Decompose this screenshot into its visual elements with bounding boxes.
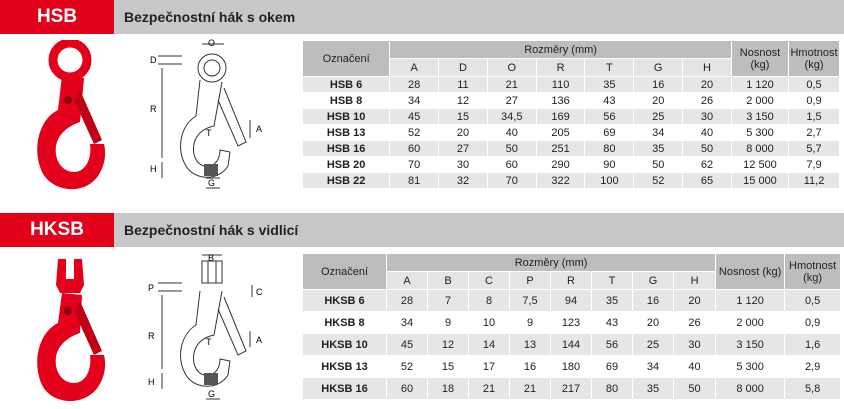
dimension-value: 35 bbox=[634, 141, 683, 157]
dimension-header-r: R bbox=[551, 272, 592, 290]
table-row bbox=[303, 290, 841, 312]
dimension-value: 27 bbox=[439, 141, 488, 157]
dimension-value: 52 bbox=[387, 356, 428, 378]
dimension-value: 35 bbox=[592, 290, 633, 312]
dimension-value: 20 bbox=[633, 312, 674, 334]
dimension-value: 12 bbox=[428, 334, 469, 356]
dimension-value: 21 bbox=[487, 77, 536, 93]
weight-value: 7,9 bbox=[789, 157, 840, 173]
dimension-value: 45 bbox=[390, 109, 439, 125]
dim-label-t: T bbox=[206, 337, 212, 347]
dimension-value: 62 bbox=[683, 157, 732, 173]
dim-label-o: O bbox=[208, 38, 216, 48]
technical-drawing-hksb bbox=[142, 251, 282, 409]
column-header-weight: Hmotnost (kg) bbox=[785, 254, 841, 290]
dimension-value: 35 bbox=[585, 77, 634, 93]
dimension-value: 50 bbox=[674, 378, 716, 400]
section-title: Bezpečnostní hák s vidlicí bbox=[124, 222, 299, 238]
load-value: 5 300 bbox=[731, 125, 788, 141]
dimension-value: 43 bbox=[592, 312, 633, 334]
column-header-dimensions: Rozměry (mm) bbox=[387, 254, 716, 272]
dimension-value: 123 bbox=[551, 312, 592, 334]
dimension-value: 45 bbox=[387, 334, 428, 356]
product-badge: HSB bbox=[0, 0, 114, 34]
dim-label-a: A bbox=[256, 124, 263, 134]
load-value: 3 150 bbox=[731, 109, 788, 125]
weight-value: 0,9 bbox=[785, 312, 841, 334]
dimension-value: 34 bbox=[633, 356, 674, 378]
dimension-header-b: B bbox=[428, 272, 469, 290]
dimension-value: 290 bbox=[536, 157, 585, 173]
dimension-value: 8 bbox=[469, 290, 510, 312]
dim-label-c: C bbox=[256, 287, 263, 297]
weight-value: 2,9 bbox=[785, 356, 841, 378]
product-code: HKSB 13 bbox=[303, 356, 387, 378]
dimension-value: 60 bbox=[390, 141, 439, 157]
section-hksb bbox=[0, 213, 844, 409]
dimension-value: 9 bbox=[428, 312, 469, 334]
dimension-header-r: R bbox=[536, 59, 585, 77]
weight-value: 5,7 bbox=[789, 141, 840, 157]
dimension-value: 16 bbox=[634, 77, 683, 93]
dimension-value: 32 bbox=[439, 173, 488, 189]
dimension-value: 80 bbox=[592, 378, 633, 400]
dimension-value: 180 bbox=[551, 356, 592, 378]
dimension-value: 90 bbox=[585, 157, 634, 173]
table-row bbox=[303, 141, 840, 157]
table-row bbox=[303, 173, 840, 189]
dimension-header-t: T bbox=[592, 272, 633, 290]
safety-hook-clevis-icon bbox=[28, 255, 110, 409]
dimension-value: 50 bbox=[487, 141, 536, 157]
table-row bbox=[303, 312, 841, 334]
column-header-weight: Hmotnost (kg) bbox=[789, 41, 840, 77]
dim-label-a: A bbox=[256, 335, 263, 345]
dimension-value: 20 bbox=[439, 125, 488, 141]
column-header-code: Označení bbox=[303, 41, 390, 77]
dimension-value: 15 bbox=[439, 109, 488, 125]
load-value: 1 120 bbox=[731, 77, 788, 93]
dimension-value: 322 bbox=[536, 173, 585, 189]
dimension-value: 40 bbox=[487, 125, 536, 141]
dimension-value: 35 bbox=[633, 378, 674, 400]
section-header bbox=[0, 0, 844, 34]
table-row bbox=[303, 125, 840, 141]
dimension-value: 70 bbox=[390, 157, 439, 173]
product-code: HKSB 10 bbox=[303, 334, 387, 356]
dimension-value: 30 bbox=[674, 334, 716, 356]
dimension-value: 34 bbox=[390, 93, 439, 109]
dimension-header-t: T bbox=[585, 59, 634, 77]
dimension-value: 16 bbox=[510, 356, 551, 378]
dimension-value: 60 bbox=[387, 378, 428, 400]
dimension-value: 81 bbox=[390, 173, 439, 189]
dimension-value: 26 bbox=[683, 93, 732, 109]
load-value: 12 500 bbox=[731, 157, 788, 173]
section-header bbox=[0, 213, 844, 247]
dimension-value: 30 bbox=[439, 157, 488, 173]
dimension-value: 50 bbox=[683, 141, 732, 157]
dimension-value: 21 bbox=[469, 378, 510, 400]
dimension-header-c: C bbox=[469, 272, 510, 290]
weight-value: 0,9 bbox=[789, 93, 840, 109]
dimension-value: 25 bbox=[634, 109, 683, 125]
dimension-value: 217 bbox=[551, 378, 592, 400]
product-code: HSB 20 bbox=[303, 157, 390, 173]
dimension-value: 70 bbox=[487, 173, 536, 189]
dimension-value: 56 bbox=[585, 109, 634, 125]
dimension-value: 26 bbox=[674, 312, 716, 334]
dimension-value: 56 bbox=[592, 334, 633, 356]
dimension-value: 52 bbox=[634, 173, 683, 189]
dimension-value: 12 bbox=[439, 93, 488, 109]
table-row bbox=[303, 356, 841, 378]
load-value: 15 000 bbox=[731, 173, 788, 189]
dim-label-g: G bbox=[208, 389, 216, 399]
product-code: HSB 10 bbox=[303, 109, 390, 125]
dimension-header-o: O bbox=[487, 59, 536, 77]
load-value: 1 120 bbox=[716, 290, 785, 312]
load-value: 2 000 bbox=[716, 312, 785, 334]
dimension-value: 7,5 bbox=[510, 290, 551, 312]
dimension-value: 7 bbox=[428, 290, 469, 312]
load-value: 5 300 bbox=[716, 356, 785, 378]
dimension-value: 50 bbox=[634, 157, 683, 173]
dimension-value: 69 bbox=[585, 125, 634, 141]
dimension-value: 13 bbox=[510, 334, 551, 356]
load-value: 8 000 bbox=[731, 141, 788, 157]
dimension-header-d: D bbox=[439, 59, 488, 77]
dim-label-d: D bbox=[150, 55, 157, 65]
table-row bbox=[303, 334, 841, 356]
dimension-value: 65 bbox=[683, 173, 732, 189]
product-code: HSB 8 bbox=[303, 93, 390, 109]
dimension-header-h: H bbox=[674, 272, 716, 290]
table-row bbox=[303, 378, 841, 400]
section-hsb bbox=[0, 0, 844, 200]
weight-value: 1,6 bbox=[785, 334, 841, 356]
table-row bbox=[303, 93, 840, 109]
dimension-value: 40 bbox=[683, 125, 732, 141]
dim-label-r: R bbox=[150, 104, 157, 114]
dim-label-t: T bbox=[206, 128, 212, 138]
dimension-value: 100 bbox=[585, 173, 634, 189]
weight-value: 0,5 bbox=[789, 77, 840, 93]
product-code: HSB 13 bbox=[303, 125, 390, 141]
product-code: HSB 6 bbox=[303, 77, 390, 93]
dimension-value: 136 bbox=[536, 93, 585, 109]
dimension-value: 21 bbox=[510, 378, 551, 400]
column-header-load: Nosnost (kg) bbox=[731, 41, 788, 77]
column-header-code: Označení bbox=[303, 254, 387, 290]
dimension-value: 25 bbox=[633, 334, 674, 356]
dimension-value: 94 bbox=[551, 290, 592, 312]
dimension-header-a: A bbox=[387, 272, 428, 290]
load-value: 8 000 bbox=[716, 378, 785, 400]
product-code: HSB 22 bbox=[303, 173, 390, 189]
dimension-value: 18 bbox=[428, 378, 469, 400]
weight-value: 5,8 bbox=[785, 378, 841, 400]
dimension-value: 34 bbox=[634, 125, 683, 141]
dimension-value: 20 bbox=[683, 77, 732, 93]
weight-value: 11,2 bbox=[789, 173, 840, 189]
table-row bbox=[303, 77, 840, 93]
product-code: HKSB 6 bbox=[303, 290, 387, 312]
column-header-load: Nosnost (kg) bbox=[716, 254, 785, 290]
dimension-value: 16 bbox=[633, 290, 674, 312]
dim-label-h: H bbox=[148, 377, 155, 387]
dimension-value: 52 bbox=[390, 125, 439, 141]
dimension-value: 28 bbox=[390, 77, 439, 93]
dimension-header-p: P bbox=[510, 272, 551, 290]
dimension-value: 34 bbox=[387, 312, 428, 334]
product-badge: HKSB bbox=[0, 213, 114, 247]
dimension-value: 34,5 bbox=[487, 109, 536, 125]
dimension-value: 20 bbox=[674, 290, 716, 312]
load-value: 2 000 bbox=[731, 93, 788, 109]
dimension-value: 11 bbox=[439, 77, 488, 93]
dimension-value: 27 bbox=[487, 93, 536, 109]
dimension-value: 60 bbox=[487, 157, 536, 173]
table-row bbox=[303, 157, 840, 173]
safety-hook-eye-icon bbox=[28, 40, 110, 198]
weight-value: 2,7 bbox=[789, 125, 840, 141]
dim-label-h: H bbox=[150, 164, 157, 174]
dimension-value: 69 bbox=[592, 356, 633, 378]
table-row bbox=[303, 109, 840, 125]
dimension-value: 80 bbox=[585, 141, 634, 157]
load-value: 3 150 bbox=[716, 334, 785, 356]
dim-label-g: G bbox=[208, 178, 216, 188]
product-code: HKSB 8 bbox=[303, 312, 387, 334]
dimension-value: 43 bbox=[585, 93, 634, 109]
weight-value: 1,5 bbox=[789, 109, 840, 125]
dimension-header-a: A bbox=[390, 59, 439, 77]
dimension-header-h: H bbox=[683, 59, 732, 77]
dimensions-table-hsb bbox=[302, 40, 840, 189]
dimension-value: 251 bbox=[536, 141, 585, 157]
dimension-value: 14 bbox=[469, 334, 510, 356]
dimension-value: 40 bbox=[674, 356, 716, 378]
dimension-value: 28 bbox=[387, 290, 428, 312]
dimension-value: 30 bbox=[683, 109, 732, 125]
dim-label-p: P bbox=[148, 283, 155, 293]
column-header-dimensions: Rozměry (mm) bbox=[390, 41, 732, 59]
dim-label-b: B bbox=[208, 253, 215, 263]
dimension-value: 9 bbox=[510, 312, 551, 334]
dimension-value: 20 bbox=[634, 93, 683, 109]
dimensions-table-hksb bbox=[302, 253, 841, 400]
dimension-header-g: G bbox=[633, 272, 674, 290]
dimension-header-g: G bbox=[634, 59, 683, 77]
dimension-value: 144 bbox=[551, 334, 592, 356]
dimension-value: 169 bbox=[536, 109, 585, 125]
technical-drawing-hsb bbox=[142, 38, 282, 198]
dim-label-r: R bbox=[148, 331, 155, 341]
section-title: Bezpečnostní hák s okem bbox=[124, 9, 296, 25]
weight-value: 0,5 bbox=[785, 290, 841, 312]
dimension-value: 17 bbox=[469, 356, 510, 378]
dimension-value: 15 bbox=[428, 356, 469, 378]
product-code: HSB 16 bbox=[303, 141, 390, 157]
dimension-value: 110 bbox=[536, 77, 585, 93]
product-code: HKSB 16 bbox=[303, 378, 387, 400]
dimension-value: 205 bbox=[536, 125, 585, 141]
dimension-value: 10 bbox=[469, 312, 510, 334]
